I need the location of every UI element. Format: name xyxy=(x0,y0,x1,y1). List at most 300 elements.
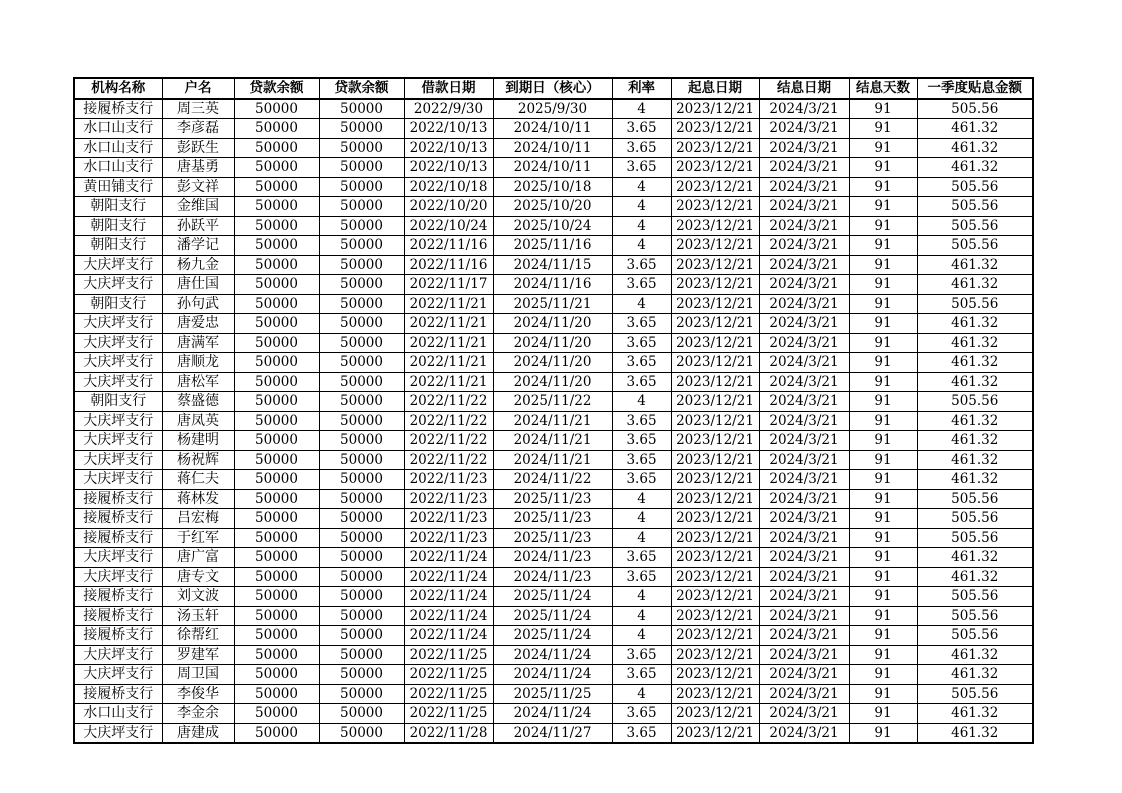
table-row xyxy=(74,587,1033,607)
cell-account-name: 蒋林发 xyxy=(162,489,234,509)
cell-loan-balance-2: 50000 xyxy=(319,645,404,665)
cell-loan-balance: 50000 xyxy=(234,197,319,217)
cell-maturity-date: 2024/11/16 xyxy=(493,275,612,295)
cell-interest-start-date: 2023/12/21 xyxy=(671,236,759,256)
cell-loan-balance-2: 50000 xyxy=(319,255,404,275)
cell-q1-subsidy-amount: 505.56 xyxy=(917,509,1033,529)
cell-account-name: 金维国 xyxy=(162,197,234,217)
table-row xyxy=(74,138,1033,158)
cell-account-name: 唐基勇 xyxy=(162,158,234,178)
cell-maturity-date: 2024/11/21 xyxy=(493,411,612,431)
cell-interest-days: 91 xyxy=(849,723,917,743)
cell-loan-balance-2: 50000 xyxy=(319,197,404,217)
cell-interest-days: 91 xyxy=(849,177,917,197)
cell-loan-balance: 50000 xyxy=(234,255,319,275)
cell-q1-subsidy-amount: 505.56 xyxy=(917,99,1033,119)
cell-loan-balance-2: 50000 xyxy=(319,489,404,509)
cell-interest-days: 91 xyxy=(849,99,917,119)
cell-loan-balance: 50000 xyxy=(234,626,319,646)
cell-maturity-date: 2024/10/11 xyxy=(493,158,612,178)
cell-account-name: 周三英 xyxy=(162,99,234,119)
cell-interest-days: 91 xyxy=(849,528,917,548)
table-row xyxy=(74,489,1033,509)
cell-account-name: 唐凤英 xyxy=(162,411,234,431)
cell-branch-name: 接履桥支行 xyxy=(74,606,162,626)
cell-branch-name: 接履桥支行 xyxy=(74,684,162,704)
cell-q1-subsidy-amount: 461.32 xyxy=(917,138,1033,158)
cell-interest-rate: 4 xyxy=(612,606,671,626)
cell-loan-date: 2022/11/16 xyxy=(404,255,493,275)
cell-loan-balance-2: 50000 xyxy=(319,704,404,724)
cell-interest-days: 91 xyxy=(849,645,917,665)
cell-branch-name: 水口山支行 xyxy=(74,158,162,178)
cell-interest-days: 91 xyxy=(849,372,917,392)
cell-loan-balance-2: 50000 xyxy=(319,606,404,626)
cell-loan-date: 2022/11/28 xyxy=(404,723,493,743)
cell-loan-balance-2: 50000 xyxy=(319,99,404,119)
cell-interest-days: 91 xyxy=(849,626,917,646)
column-header-branch-name: 机构名称 xyxy=(74,78,162,99)
column-header-loan-balance-2: 贷款余额 xyxy=(319,78,404,99)
table-row xyxy=(74,450,1033,470)
table-row xyxy=(74,119,1033,139)
cell-interest-days: 91 xyxy=(849,411,917,431)
cell-interest-days: 91 xyxy=(849,587,917,607)
cell-account-name: 唐爱忠 xyxy=(162,314,234,334)
cell-interest-rate: 3.65 xyxy=(612,255,671,275)
cell-interest-days: 91 xyxy=(849,548,917,568)
table-row xyxy=(74,606,1033,626)
cell-interest-rate: 4 xyxy=(612,294,671,314)
header-row xyxy=(74,78,1033,99)
table-row xyxy=(74,431,1033,451)
cell-account-name: 唐松军 xyxy=(162,372,234,392)
cell-loan-balance-2: 50000 xyxy=(319,626,404,646)
cell-interest-days: 91 xyxy=(849,489,917,509)
cell-branch-name: 大庆坪支行 xyxy=(74,470,162,490)
cell-interest-start-date: 2023/12/21 xyxy=(671,684,759,704)
cell-loan-date: 2022/11/25 xyxy=(404,665,493,685)
cell-q1-subsidy-amount: 505.56 xyxy=(917,294,1033,314)
cell-settlement-date: 2024/3/21 xyxy=(759,470,849,490)
cell-loan-date: 2022/10/13 xyxy=(404,119,493,139)
cell-q1-subsidy-amount: 461.32 xyxy=(917,431,1033,451)
cell-interest-days: 91 xyxy=(849,294,917,314)
cell-loan-balance: 50000 xyxy=(234,372,319,392)
column-header-loan-balance: 贷款余额 xyxy=(234,78,319,99)
cell-maturity-date: 2024/11/27 xyxy=(493,723,612,743)
column-header-interest-days: 结息天数 xyxy=(849,78,917,99)
cell-q1-subsidy-amount: 461.32 xyxy=(917,723,1033,743)
cell-branch-name: 大庆坪支行 xyxy=(74,431,162,451)
cell-interest-start-date: 2023/12/21 xyxy=(671,392,759,412)
column-header-q1-subsidy-amount: 一季度贴息金额 xyxy=(917,78,1033,99)
cell-interest-days: 91 xyxy=(849,158,917,178)
cell-loan-balance-2: 50000 xyxy=(319,177,404,197)
cell-interest-rate: 3.65 xyxy=(612,372,671,392)
cell-interest-rate: 4 xyxy=(612,528,671,548)
cell-interest-start-date: 2023/12/21 xyxy=(671,548,759,568)
cell-loan-balance: 50000 xyxy=(234,392,319,412)
cell-loan-balance-2: 50000 xyxy=(319,509,404,529)
cell-settlement-date: 2024/3/21 xyxy=(759,294,849,314)
cell-branch-name: 朝阳支行 xyxy=(74,236,162,256)
cell-interest-rate: 3.65 xyxy=(612,567,671,587)
cell-interest-rate: 3.65 xyxy=(612,275,671,295)
cell-account-name: 唐顺龙 xyxy=(162,353,234,373)
cell-loan-balance-2: 50000 xyxy=(319,587,404,607)
table-row xyxy=(74,216,1033,236)
cell-account-name: 罗建军 xyxy=(162,645,234,665)
cell-q1-subsidy-amount: 505.56 xyxy=(917,177,1033,197)
cell-loan-date: 2022/11/24 xyxy=(404,606,493,626)
cell-account-name: 唐满军 xyxy=(162,333,234,353)
cell-loan-date: 2022/10/13 xyxy=(404,158,493,178)
cell-interest-start-date: 2023/12/21 xyxy=(671,314,759,334)
cell-loan-balance-2: 50000 xyxy=(319,275,404,295)
cell-loan-balance-2: 50000 xyxy=(319,119,404,139)
cell-loan-balance-2: 50000 xyxy=(319,665,404,685)
cell-q1-subsidy-amount: 461.32 xyxy=(917,314,1033,334)
cell-loan-balance-2: 50000 xyxy=(319,723,404,743)
table-row xyxy=(74,509,1033,529)
cell-loan-balance-2: 50000 xyxy=(319,684,404,704)
cell-loan-balance: 50000 xyxy=(234,645,319,665)
cell-interest-days: 91 xyxy=(849,333,917,353)
cell-maturity-date: 2024/11/21 xyxy=(493,431,612,451)
cell-loan-date: 2022/11/22 xyxy=(404,392,493,412)
cell-branch-name: 朝阳支行 xyxy=(74,392,162,412)
cell-interest-rate: 3.65 xyxy=(612,704,671,724)
cell-maturity-date: 2025/11/24 xyxy=(493,587,612,607)
table-row xyxy=(74,528,1033,548)
cell-account-name: 潘学记 xyxy=(162,236,234,256)
cell-loan-balance-2: 50000 xyxy=(319,470,404,490)
cell-interest-days: 91 xyxy=(849,431,917,451)
cell-settlement-date: 2024/3/21 xyxy=(759,255,849,275)
cell-interest-days: 91 xyxy=(849,704,917,724)
cell-settlement-date: 2024/3/21 xyxy=(759,587,849,607)
cell-account-name: 彭跃生 xyxy=(162,138,234,158)
cell-q1-subsidy-amount: 461.32 xyxy=(917,645,1033,665)
table-row xyxy=(74,723,1033,743)
cell-maturity-date: 2024/11/20 xyxy=(493,353,612,373)
cell-q1-subsidy-amount: 461.32 xyxy=(917,275,1033,295)
table-row xyxy=(74,645,1033,665)
cell-branch-name: 大庆坪支行 xyxy=(74,450,162,470)
cell-interest-start-date: 2023/12/21 xyxy=(671,255,759,275)
cell-interest-rate: 3.65 xyxy=(612,431,671,451)
cell-interest-start-date: 2023/12/21 xyxy=(671,450,759,470)
cell-account-name: 汤玉轩 xyxy=(162,606,234,626)
cell-maturity-date: 2025/10/24 xyxy=(493,216,612,236)
table-row xyxy=(74,411,1033,431)
cell-interest-rate: 3.65 xyxy=(612,353,671,373)
cell-maturity-date: 2024/11/21 xyxy=(493,450,612,470)
cell-account-name: 周卫国 xyxy=(162,665,234,685)
cell-q1-subsidy-amount: 505.56 xyxy=(917,236,1033,256)
cell-loan-date: 2022/11/23 xyxy=(404,528,493,548)
cell-branch-name: 接履桥支行 xyxy=(74,509,162,529)
cell-branch-name: 大庆坪支行 xyxy=(74,567,162,587)
cell-q1-subsidy-amount: 505.56 xyxy=(917,216,1033,236)
cell-interest-rate: 3.65 xyxy=(612,665,671,685)
cell-interest-rate: 4 xyxy=(612,626,671,646)
cell-interest-days: 91 xyxy=(849,197,917,217)
cell-interest-start-date: 2023/12/21 xyxy=(671,489,759,509)
cell-settlement-date: 2024/3/21 xyxy=(759,333,849,353)
cell-settlement-date: 2024/3/21 xyxy=(759,431,849,451)
column-header-settlement-date: 结息日期 xyxy=(759,78,849,99)
cell-loan-date: 2022/11/17 xyxy=(404,275,493,295)
cell-settlement-date: 2024/3/21 xyxy=(759,567,849,587)
cell-loan-balance: 50000 xyxy=(234,489,319,509)
cell-interest-start-date: 2023/12/21 xyxy=(671,119,759,139)
cell-interest-rate: 3.65 xyxy=(612,548,671,568)
cell-q1-subsidy-amount: 461.32 xyxy=(917,158,1033,178)
cell-settlement-date: 2024/3/21 xyxy=(759,704,849,724)
cell-branch-name: 水口山支行 xyxy=(74,119,162,139)
cell-maturity-date: 2024/10/11 xyxy=(493,138,612,158)
cell-maturity-date: 2025/11/23 xyxy=(493,509,612,529)
cell-loan-balance: 50000 xyxy=(234,684,319,704)
cell-settlement-date: 2024/3/21 xyxy=(759,489,849,509)
cell-loan-balance: 50000 xyxy=(234,314,319,334)
cell-interest-start-date: 2023/12/21 xyxy=(671,372,759,392)
cell-loan-balance: 50000 xyxy=(234,470,319,490)
cell-interest-start-date: 2023/12/21 xyxy=(671,528,759,548)
cell-interest-days: 91 xyxy=(849,509,917,529)
cell-q1-subsidy-amount: 461.32 xyxy=(917,470,1033,490)
table-row xyxy=(74,684,1033,704)
cell-branch-name: 大庆坪支行 xyxy=(74,255,162,275)
cell-maturity-date: 2024/10/11 xyxy=(493,119,612,139)
cell-q1-subsidy-amount: 505.56 xyxy=(917,626,1033,646)
column-header-loan-date: 借款日期 xyxy=(404,78,493,99)
cell-branch-name: 朝阳支行 xyxy=(74,294,162,314)
cell-branch-name: 接履桥支行 xyxy=(74,489,162,509)
table-body xyxy=(74,99,1033,744)
cell-interest-rate: 4 xyxy=(612,684,671,704)
cell-account-name: 彭文祥 xyxy=(162,177,234,197)
table-row xyxy=(74,158,1033,178)
cell-loan-date: 2022/11/21 xyxy=(404,333,493,353)
cell-loan-balance-2: 50000 xyxy=(319,353,404,373)
column-header-account-name: 户名 xyxy=(162,78,234,99)
cell-loan-date: 2022/11/22 xyxy=(404,431,493,451)
cell-maturity-date: 2025/10/20 xyxy=(493,197,612,217)
cell-settlement-date: 2024/3/21 xyxy=(759,99,849,119)
cell-loan-date: 2022/11/24 xyxy=(404,626,493,646)
cell-q1-subsidy-amount: 505.56 xyxy=(917,392,1033,412)
cell-interest-start-date: 2023/12/21 xyxy=(671,294,759,314)
cell-q1-subsidy-amount: 505.56 xyxy=(917,684,1033,704)
cell-q1-subsidy-amount: 461.32 xyxy=(917,333,1033,353)
column-header-maturity-date: 到期日（核心） xyxy=(493,78,612,99)
cell-settlement-date: 2024/3/21 xyxy=(759,119,849,139)
cell-loan-date: 2022/10/20 xyxy=(404,197,493,217)
cell-settlement-date: 2024/3/21 xyxy=(759,177,849,197)
cell-loan-balance: 50000 xyxy=(234,353,319,373)
cell-q1-subsidy-amount: 461.32 xyxy=(917,255,1033,275)
cell-q1-subsidy-amount: 461.32 xyxy=(917,411,1033,431)
cell-maturity-date: 2024/11/24 xyxy=(493,704,612,724)
cell-interest-start-date: 2023/12/21 xyxy=(671,197,759,217)
cell-interest-days: 91 xyxy=(849,665,917,685)
cell-settlement-date: 2024/3/21 xyxy=(759,353,849,373)
cell-loan-date: 2022/11/21 xyxy=(404,294,493,314)
cell-settlement-date: 2024/3/21 xyxy=(759,138,849,158)
cell-loan-balance: 50000 xyxy=(234,528,319,548)
cell-interest-rate: 4 xyxy=(612,392,671,412)
cell-interest-start-date: 2023/12/21 xyxy=(671,567,759,587)
cell-maturity-date: 2024/11/20 xyxy=(493,333,612,353)
cell-loan-balance: 50000 xyxy=(234,723,319,743)
cell-loan-balance: 50000 xyxy=(234,587,319,607)
cell-interest-start-date: 2023/12/21 xyxy=(671,704,759,724)
cell-interest-rate: 4 xyxy=(612,197,671,217)
cell-loan-balance: 50000 xyxy=(234,158,319,178)
cell-loan-date: 2022/10/18 xyxy=(404,177,493,197)
cell-loan-balance-2: 50000 xyxy=(319,411,404,431)
cell-interest-start-date: 2023/12/21 xyxy=(671,509,759,529)
cell-q1-subsidy-amount: 461.32 xyxy=(917,548,1033,568)
cell-interest-days: 91 xyxy=(849,470,917,490)
cell-branch-name: 大庆坪支行 xyxy=(74,665,162,685)
cell-interest-start-date: 2023/12/21 xyxy=(671,645,759,665)
cell-loan-date: 2022/11/24 xyxy=(404,587,493,607)
column-header-interest-rate: 利率 xyxy=(612,78,671,99)
cell-settlement-date: 2024/3/21 xyxy=(759,684,849,704)
cell-interest-start-date: 2023/12/21 xyxy=(671,177,759,197)
table-row xyxy=(74,255,1033,275)
cell-branch-name: 大庆坪支行 xyxy=(74,645,162,665)
cell-settlement-date: 2024/3/21 xyxy=(759,645,849,665)
cell-loan-balance: 50000 xyxy=(234,509,319,529)
cell-loan-date: 2022/11/25 xyxy=(404,645,493,665)
table-row xyxy=(74,353,1033,373)
column-header-interest-start-date: 起息日期 xyxy=(671,78,759,99)
cell-branch-name: 大庆坪支行 xyxy=(74,548,162,568)
cell-loan-balance-2: 50000 xyxy=(319,236,404,256)
cell-interest-days: 91 xyxy=(849,353,917,373)
cell-maturity-date: 2024/11/23 xyxy=(493,548,612,568)
table-row xyxy=(74,294,1033,314)
cell-q1-subsidy-amount: 461.32 xyxy=(917,665,1033,685)
cell-loan-date: 2022/11/16 xyxy=(404,236,493,256)
cell-interest-start-date: 2023/12/21 xyxy=(671,665,759,685)
cell-interest-start-date: 2023/12/21 xyxy=(671,275,759,295)
cell-loan-balance-2: 50000 xyxy=(319,294,404,314)
cell-interest-rate: 4 xyxy=(612,177,671,197)
cell-maturity-date: 2024/11/23 xyxy=(493,567,612,587)
table-row xyxy=(74,314,1033,334)
cell-maturity-date: 2025/11/25 xyxy=(493,684,612,704)
cell-loan-balance: 50000 xyxy=(234,567,319,587)
cell-maturity-date: 2024/11/22 xyxy=(493,470,612,490)
cell-interest-start-date: 2023/12/21 xyxy=(671,411,759,431)
cell-loan-date: 2022/11/21 xyxy=(404,372,493,392)
cell-loan-date: 2022/11/22 xyxy=(404,411,493,431)
cell-account-name: 蔡盛德 xyxy=(162,392,234,412)
cell-branch-name: 接履桥支行 xyxy=(74,587,162,607)
table-row xyxy=(74,99,1033,119)
cell-interest-days: 91 xyxy=(849,275,917,295)
cell-loan-balance: 50000 xyxy=(234,411,319,431)
cell-branch-name: 朝阳支行 xyxy=(74,197,162,217)
cell-q1-subsidy-amount: 461.32 xyxy=(917,567,1033,587)
cell-loan-balance-2: 50000 xyxy=(319,528,404,548)
cell-q1-subsidy-amount: 461.32 xyxy=(917,450,1033,470)
cell-q1-subsidy-amount: 461.32 xyxy=(917,704,1033,724)
cell-loan-balance-2: 50000 xyxy=(319,216,404,236)
cell-account-name: 李俊华 xyxy=(162,684,234,704)
cell-maturity-date: 2025/11/23 xyxy=(493,489,612,509)
cell-settlement-date: 2024/3/21 xyxy=(759,528,849,548)
cell-loan-balance: 50000 xyxy=(234,606,319,626)
cell-q1-subsidy-amount: 505.56 xyxy=(917,528,1033,548)
cell-loan-balance-2: 50000 xyxy=(319,138,404,158)
cell-loan-date: 2022/11/23 xyxy=(404,470,493,490)
cell-account-name: 刘文波 xyxy=(162,587,234,607)
cell-maturity-date: 2025/11/23 xyxy=(493,528,612,548)
cell-interest-days: 91 xyxy=(849,236,917,256)
cell-q1-subsidy-amount: 505.56 xyxy=(917,606,1033,626)
cell-interest-days: 91 xyxy=(849,567,917,587)
table-row xyxy=(74,392,1033,412)
cell-settlement-date: 2024/3/21 xyxy=(759,723,849,743)
cell-maturity-date: 2025/11/22 xyxy=(493,392,612,412)
cell-interest-start-date: 2023/12/21 xyxy=(671,587,759,607)
cell-settlement-date: 2024/3/21 xyxy=(759,197,849,217)
cell-branch-name: 大庆坪支行 xyxy=(74,333,162,353)
cell-account-name: 唐广富 xyxy=(162,548,234,568)
cell-interest-start-date: 2023/12/21 xyxy=(671,216,759,236)
cell-loan-balance-2: 50000 xyxy=(319,333,404,353)
table-row xyxy=(74,372,1033,392)
cell-settlement-date: 2024/3/21 xyxy=(759,372,849,392)
cell-interest-start-date: 2023/12/21 xyxy=(671,138,759,158)
cell-account-name: 蒋仁夫 xyxy=(162,470,234,490)
cell-settlement-date: 2024/3/21 xyxy=(759,236,849,256)
cell-interest-start-date: 2023/12/21 xyxy=(671,431,759,451)
cell-maturity-date: 2024/11/20 xyxy=(493,314,612,334)
cell-interest-start-date: 2023/12/21 xyxy=(671,99,759,119)
cell-account-name: 唐专文 xyxy=(162,567,234,587)
cell-account-name: 吕宏梅 xyxy=(162,509,234,529)
cell-maturity-date: 2025/11/16 xyxy=(493,236,612,256)
cell-branch-name: 黄田铺支行 xyxy=(74,177,162,197)
cell-loan-date: 2022/10/13 xyxy=(404,138,493,158)
cell-interest-rate: 4 xyxy=(612,509,671,529)
cell-interest-rate: 3.65 xyxy=(612,645,671,665)
cell-interest-days: 91 xyxy=(849,684,917,704)
cell-loan-balance-2: 50000 xyxy=(319,431,404,451)
cell-account-name: 唐仕国 xyxy=(162,275,234,295)
cell-branch-name: 大庆坪支行 xyxy=(74,353,162,373)
cell-interest-days: 91 xyxy=(849,119,917,139)
table-row xyxy=(74,704,1033,724)
cell-settlement-date: 2024/3/21 xyxy=(759,606,849,626)
cell-interest-rate: 4 xyxy=(612,216,671,236)
cell-account-name: 杨建明 xyxy=(162,431,234,451)
cell-interest-days: 91 xyxy=(849,138,917,158)
cell-q1-subsidy-amount: 505.56 xyxy=(917,197,1033,217)
table-row xyxy=(74,626,1033,646)
cell-loan-balance-2: 50000 xyxy=(319,372,404,392)
cell-loan-balance-2: 50000 xyxy=(319,450,404,470)
cell-interest-days: 91 xyxy=(849,606,917,626)
